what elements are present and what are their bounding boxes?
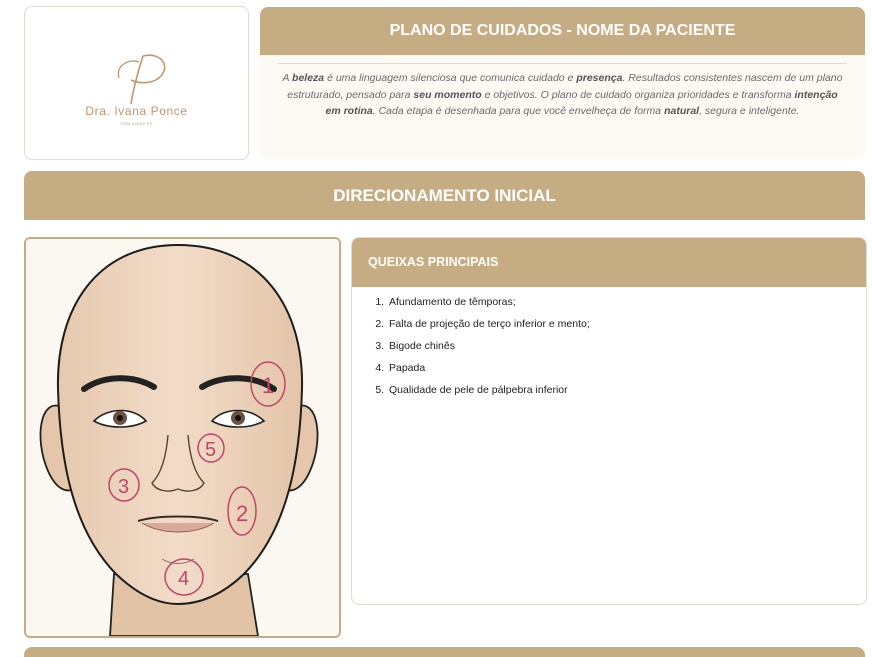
- logo-monogram-icon: [109, 52, 169, 108]
- logo-name: Dra. Ivana Ponce: [85, 104, 188, 118]
- svg-text:5: 5: [205, 439, 217, 461]
- complaints-list: [352, 287, 866, 401]
- intro-card: [260, 7, 865, 159]
- section-header: DIRECIONAMENTO INICIAL: [24, 171, 865, 220]
- list-item: 2. Falta de projeção de terço inferior e mento;: [387, 313, 866, 335]
- face-illustration-card: [24, 237, 341, 638]
- svg-text:1: 1: [262, 373, 275, 398]
- page-title: PLANO DE CUIDADOS - NOME DA PACIENTE: [260, 7, 865, 55]
- next-section-header: [24, 647, 865, 657]
- intro-paragraph: A beleza é uma linguagem silenciosa que comunica cuidado e presença. Resultados consistentes nascem de um plano estruturado, pensado para seu momento e objetivos. O plano de cuidado organiza prioridades e transforma intenção em rotina. Cada etapa é desenhada para que você envelheça de forma natural, segura e inteligente.: [282, 72, 843, 117]
- marker-4: [165, 559, 203, 595]
- intro-divider: [278, 63, 847, 64]
- list-item: 4. Papada: [387, 357, 866, 379]
- svg-text:2: 2: [236, 501, 249, 526]
- svg-text:4: 4: [178, 568, 190, 590]
- complaints-title: QUEIXAS PRINCIPAIS: [352, 238, 866, 287]
- list-item: 3. Bigode chinês: [387, 335, 866, 357]
- marker-overlay: [26, 239, 339, 636]
- marker-5: [198, 434, 224, 462]
- marker-1: [251, 362, 285, 406]
- complaints-card: [351, 237, 867, 605]
- marker-3: [109, 469, 139, 501]
- list-item: 1. Afundamento de têmporas;: [387, 291, 866, 313]
- list-item: 5. Qualidade de pele de pálpebra inferior: [387, 379, 866, 401]
- logo-registration: CRM 46666 PE: [120, 121, 153, 126]
- svg-text:3: 3: [118, 476, 130, 498]
- logo-card: [24, 6, 249, 160]
- marker-2: [228, 487, 256, 535]
